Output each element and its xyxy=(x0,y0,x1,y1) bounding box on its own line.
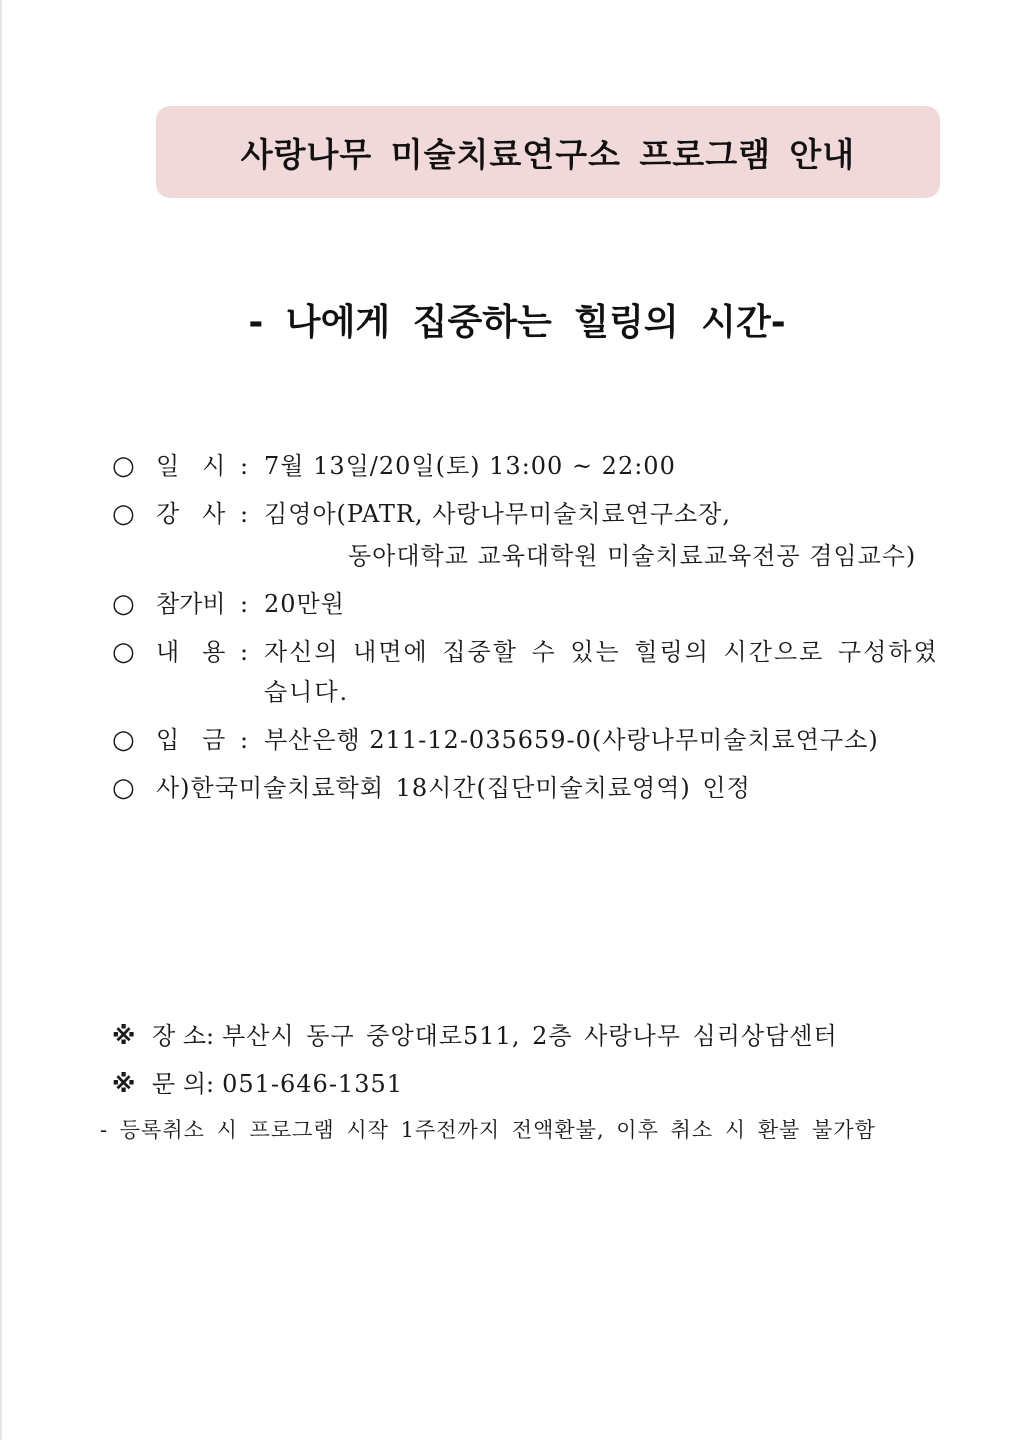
colon: : xyxy=(240,726,249,754)
colon: : xyxy=(240,500,249,528)
content-label: 내 용 xyxy=(156,638,226,666)
info-row-instructor xyxy=(112,494,952,534)
deposit-label: 입 금 xyxy=(156,726,226,754)
info-row-content xyxy=(112,632,952,712)
circle-bullet-icon: ○ xyxy=(112,451,135,481)
info-row-deposit xyxy=(112,720,952,760)
reference-mark-icon: ※ xyxy=(112,1070,136,1098)
page-title: 사랑나무 미술치료연구소 프로그램 안내 xyxy=(240,134,856,174)
info-row-certification xyxy=(112,768,952,808)
instructor-value-continued: 동아대학교 교육대학원 미술치료교육전공 겸임교수) xyxy=(348,542,917,570)
schedule-value: 7월 13일/20일(토) 13:00 ~ 22:00 xyxy=(264,452,676,480)
reference-mark-icon: ※ xyxy=(112,1022,136,1050)
title-banner xyxy=(156,106,940,198)
location-value: 부산시 동구 중앙대로511, 2층 사랑나무 심리상담센터 xyxy=(222,1022,838,1050)
circle-bullet-icon: ○ xyxy=(112,725,135,755)
colon: : xyxy=(240,590,249,618)
circle-bullet-icon: ○ xyxy=(112,637,135,667)
circle-bullet-icon: ○ xyxy=(112,589,135,619)
circle-bullet-icon: ○ xyxy=(112,499,135,529)
info-row-fee xyxy=(112,584,952,624)
inquiry-label: 문 의: xyxy=(152,1070,215,1098)
colon: : xyxy=(240,638,249,666)
fee-value: 20만원 xyxy=(264,590,345,618)
note-row-location xyxy=(112,1016,972,1056)
refund-policy-footnote: - 등록취소 시 프로그램 시작 1주전까지 전액환불, 이후 취소 시 환불 불가함 xyxy=(100,1118,876,1142)
info-row-schedule xyxy=(112,446,952,486)
program-info-list xyxy=(112,446,952,816)
notes-section xyxy=(112,1016,972,1112)
content-value: 자신의 내면에 집중할 수 있는 힐링의 시간으로 구성하였습니다. xyxy=(264,638,939,706)
colon: : xyxy=(240,452,249,480)
schedule-label: 일 시 xyxy=(156,452,226,480)
location-label: 장 소: xyxy=(152,1022,215,1050)
deposit-value: 부산은행 211-12-035659-0(사랑나무미술치료연구소) xyxy=(264,726,879,754)
instructor-label: 강 사 xyxy=(156,500,226,528)
inquiry-value: 051-646-1351 xyxy=(222,1070,404,1098)
certification-text: 사)한국미술치료학회 18시간(집단미술치료영역) 인정 xyxy=(156,774,751,802)
fee-label: 참가비 xyxy=(156,590,226,618)
note-row-inquiry xyxy=(112,1064,972,1104)
instructor-value: 김영아(PATR, 사랑나무미술치료연구소장, xyxy=(264,500,732,528)
circle-bullet-icon: ○ xyxy=(112,773,135,803)
page-edge xyxy=(0,0,2,1440)
page-subtitle: - 나에게 집중하는 힐링의 시간- xyxy=(248,302,786,343)
